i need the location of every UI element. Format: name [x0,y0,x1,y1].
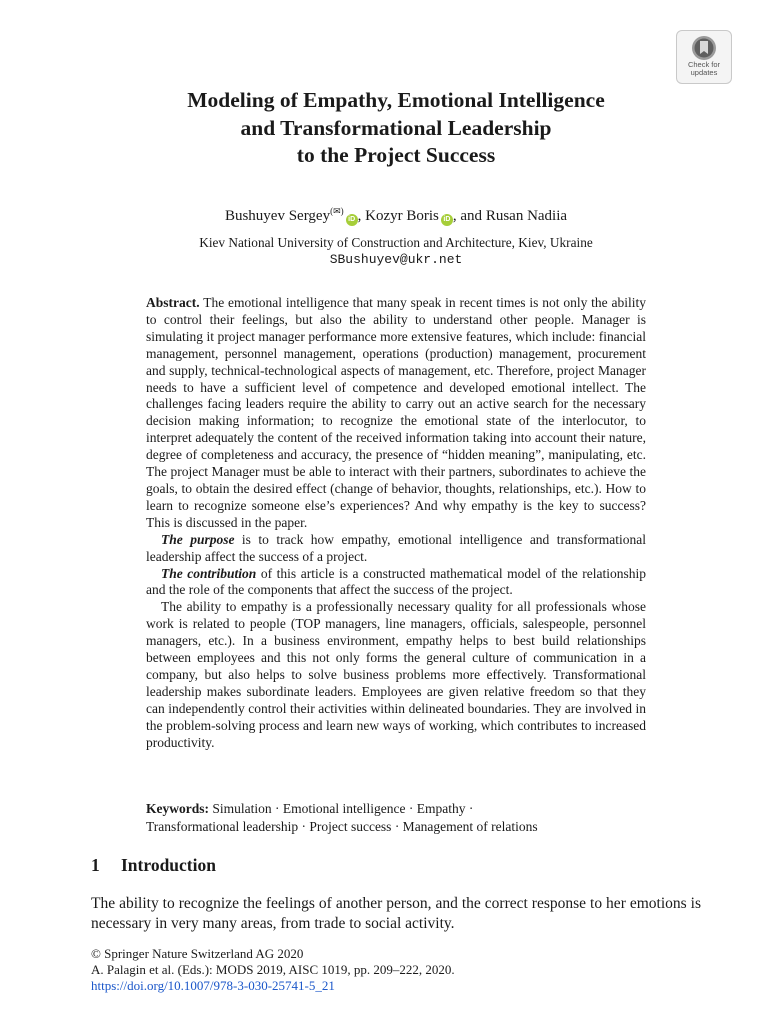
abstract-paragraph-4: The ability to empathy is a professionally necessary quality for all professionals whose work is related to people (TOP managers, line managers, officials, salespeople, personnel managers, etc.). In a business environment, empathy helps to best build relationships between employees and this not only forms the general culture of communication in a company, but also helps to solve business problems more effectively. Transformational leadership makes subordinate leaders. Employees are given relative freedom so that they can independently control their activities within delineated boundaries. They are involved in the problem-solving process and learn new ways of working, which contributes to increased productivity. [146,599,646,750]
author-2-name: Kozyr Boris [365,208,439,224]
title-line-1: Modeling of Empathy, Emotional Intelligence [187,88,605,112]
check-for-updates-badge[interactable] [676,30,732,84]
institution: Kiev National University of Construction and Architecture, Kiev, Ukraine [199,235,593,250]
author-separator: , and [452,208,486,224]
author-email[interactable]: SBushuyev@ukr.net [329,252,463,267]
badge-line-2: updates [690,68,718,77]
keywords-label: Keywords: [146,801,209,816]
citation: A. Palagin et al. (Eds.): MODS 2019, AISC 1019, pp. 209–222, 2020. [91,962,455,977]
abstract-label: Abstract. [146,295,200,310]
author-1-name: Bushuyev Sergey [224,208,331,224]
bookmark-icon [691,35,717,61]
section-heading [91,855,216,876]
title-line-2: and Transformational Leadership [240,115,552,140]
keywords [146,800,646,835]
title-line-3: to the Project Success [296,143,496,167]
paper-title [84,87,708,170]
keywords-line-1: Simulation · Emotional intelligence · Empathy · [212,801,474,816]
purpose-label: The purpose [161,531,235,547]
section-number: 1 [91,855,100,875]
contribution-label: The contribution [161,565,257,581]
copyright: © Springer Nature Switzerland AG 2020 [91,946,304,961]
keywords-line-2: Transformational leadership · Project success · Management of relations [146,818,538,834]
body-paragraph: The ability to recognize the feelings of another person, and the correct response to her emotions is necessary in very many areas, from trade to social activity. [91,895,701,932]
badge-line-1: Check for [687,60,721,69]
orcid-icon[interactable]: iD [441,214,453,226]
contribution-paragraph: The contribution of this article is a constructed mathematical model of the relationship and the role of the components that affect the success of the project. [146,565,646,598]
corresponding-author-mark: (✉) [330,206,344,216]
author-3-name: Rusan Nadiia [485,208,568,224]
purpose-paragraph: The purpose is to track how empathy, emotional intelligence and transformational leadership affect the success of a project. [146,531,646,564]
author-list [84,201,708,226]
author-separator: , [357,208,366,224]
abstract-paragraph: Abstract. The emotional intelligence that many speak in recent times is not only the ability to control their feelings, but also the ability to understand other people. Manager is simulating it project manager performance more extensive features, which include: financial management, personnel management, operations (production) management, procurement and supply, technical-technological aspects of management, etc. Therefore, project Manager needs to have a sufficient level of competence and developed emotional intellect. The challenges facing leaders require the ability to carry out an active search for the necessary decision making information; to recognize the emotional state of the interlocutor, to interpret adequately the content of the received information taking into account their nature, degree of completeness and accuracy, the presence of “hidden meaning”, manipulating, etc. The project Manager must be able to interact with their partners, subordinates to achieve the goals, to obtain the desired effect (change of behavior, thoughts, relationships, etc.). How to learn to recognize someone else’s experiences? And why empathy is the key to success? This is discussed in the paper. [146,295,646,530]
abstract [146,295,646,751]
orcid-icon[interactable]: iD [346,214,358,226]
footer [91,946,701,994]
affiliation [84,234,708,268]
section-title: Introduction [121,855,216,875]
doi-link[interactable]: https://doi.org/10.1007/978-3-030-25741-5_21 [91,978,335,993]
